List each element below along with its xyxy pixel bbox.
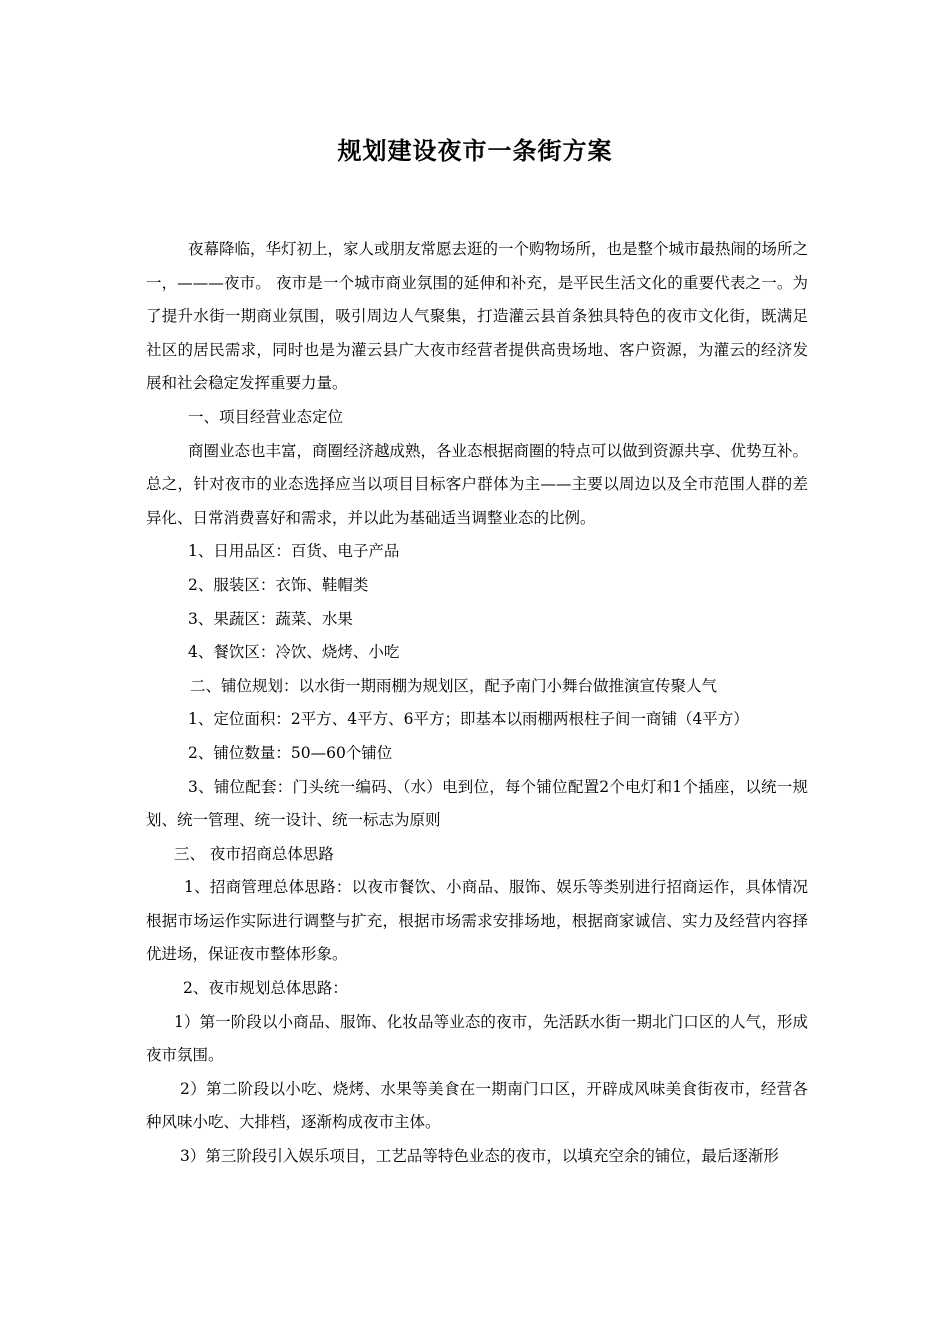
section-heading-3: 三、 夜市招商总体思路 [174, 844, 334, 863]
paragraph-phase-1: 1）第一阶段以小商品、服饰、化妆品等业态的夜市，先活跃水街一期北门口区的人气，形成夜市氛围。 [146, 1012, 808, 1065]
paragraph-phase-2: 2）第二阶段以小吃、烧烤、水果等美食在一期南门口区，开辟成风味美食街夜市，经营各种风味小吃、大排档，逐渐构成夜市主体。 [146, 1079, 808, 1132]
document-title: 规划建设夜市一条街方案 [337, 136, 613, 165]
paragraph-investment-approach: 1、招商管理总体思路：以夜市餐饮、小商品、服饰、娱乐等类别进行招商运作，具体情况根据市场运作实际进行调整与扩充，根据市场需求安排场地，根据商家诚信、实力及经营内容择优进场，保证夜市整体形象。 [146, 878, 808, 964]
paragraph-planning-approach: 2、夜市规划总体思路： [183, 979, 348, 998]
section-heading-1: 一、项目经营业态定位 [188, 407, 344, 426]
list-item-catering: 4、餐饮区：冷饮、烧烤、小吃 [188, 643, 400, 662]
list-item-produce: 3、果蔬区：蔬菜、水果 [188, 609, 353, 628]
document-body [146, 233, 808, 1174]
paragraph-phase-3: 3）第三阶段引入娱乐项目，工艺品等特色业态的夜市，以填充空余的铺位，最后逐渐形 [180, 1147, 779, 1166]
list-item-stall-count: 2、铺位数量：50—60个铺位 [188, 743, 393, 762]
list-item-daily-goods: 1、日用品区：百货、电子产品 [188, 542, 400, 561]
paragraph-business-format: 商圈业态也丰富，商圈经济越成熟，各业态根据商圈的特点可以做到资源共享、优势互补。总之，针对夜市的业态选择应当以项目目标客户群体为主——主要以周边以及全市范围人群的差异化、日常消费喜好和需求，并以此为基础适当调整业态的比例。 [146, 441, 809, 527]
section-heading-2: 二、铺位规划：以水街一期雨棚为规划区，配予南门小舞台做推演宣传聚人气 [190, 676, 718, 695]
list-item-clothing: 2、服装区：衣饰、鞋帽类 [188, 575, 369, 594]
paragraph-intro: 夜幕降临，华灯初上，家人或朋友常愿去逛的一个购物场所，也是整个城市最热闹的场所之一，———夜市。 夜市是一个城市商业氛围的延伸和补充，是平民生活文化的重要代表之一。为了提升水街一期商业氛围，吸引周边人气聚集，打造灌云县首条独具特色的夜市文化街，既满足社区的居民需求，同时也是为灌云县广大夜市经营者提供高贵场地、客户资源，为灌云的经济发展和社会稳定发挥重要力量。 [146, 240, 809, 393]
list-item-facilities: 3、铺位配套：门头统一编码、（水）电到位，每个铺位配置2个电灯和1个插座，以统一规划、统一管理、统一设计、统一标志为原则 [146, 777, 808, 830]
list-item-area: 1、定位面积：2平方、4平方、6平方；即基本以雨棚两根柱子间一商铺（4平方） [188, 710, 749, 729]
